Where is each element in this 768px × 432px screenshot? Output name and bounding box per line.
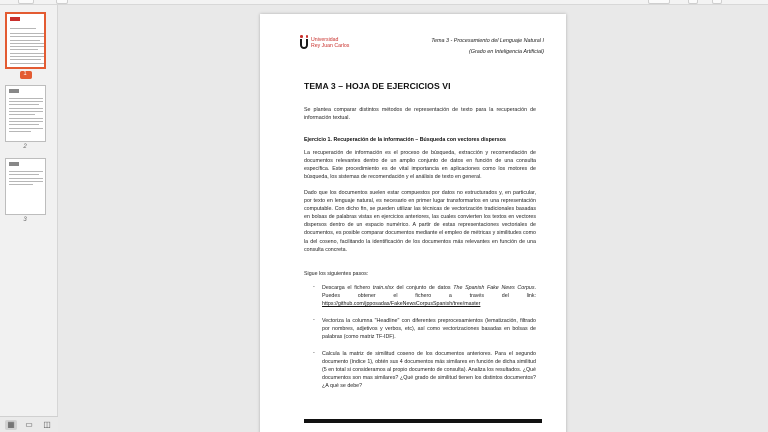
thumb-logo (9, 89, 19, 93)
thumb-label-2: 2 (23, 144, 27, 150)
step-3-text: Calcula la matriz de similitud coseno de los documentos anteriores. Para el segundo documento (índice 1), obtén sus 4 documentos más similares en función de dicha similitud (5 en total si consideramos al propio documento de consulta). Analiza los resultados. ¿Qué documentos son mas similares? ¿Qué grado de similitud tienen los distintos documentos? ¿A qué se debe? (322, 351, 536, 390)
thumbnail-sidebar (0, 5, 58, 432)
exercise-1-title: Ejercicio 1. Recuperación de la información – Búsqueda con vectores dispersos (304, 137, 506, 143)
dataset-link[interactable]: https://github.com/jpposadas/FakeNewsCorpusSpanish/tree/master (322, 301, 481, 308)
toolbar-button-right-3[interactable] (712, 0, 722, 4)
step-1-text-b: del conjunto de datos (393, 285, 454, 291)
header-course-title: Tema 3 - Procesamiento del Lenguaje Natural I (431, 38, 544, 44)
steps-intro: Sigue los siguientes pasos: (304, 271, 369, 277)
step-1-text-a: Descarga el fichero (322, 285, 373, 291)
document-viewport[interactable] (59, 5, 768, 432)
document-title: TEMA 3 – HOJA DE EJERCICIOS VI (304, 81, 451, 91)
step-1-filename: train.xlsx (372, 285, 394, 291)
urjc-logo-icon (300, 35, 308, 49)
toolbar-button-left[interactable] (18, 0, 34, 4)
thumb-logo (9, 162, 19, 166)
toolbar-button-right[interactable] (648, 0, 670, 4)
page-thumbnail-3[interactable] (5, 158, 46, 215)
toolbar-button-left-2[interactable] (56, 0, 68, 4)
thumb-label-3: 3 (23, 217, 27, 223)
logo-line-1: Universidad (311, 37, 339, 43)
document-page: Tema 3 - Procesamiento del Lenguaje Natural I (Grado en Inteligencia Artificial) Universidad Rey Juan Carlos TEMA 3 – HOJA DE EJERCICIOS VI Se plantea comparar distintos métodos de representación de texto para la recuperación de información textual. Ejercicio 1. Recuperación de la información – Búsqueda con vectores dispersos La recuperación de información es el proceso de búsqueda, extracción y recomendación de documentos relevantes dentro de un amplio conjunto de datos en función de una consulta específica. Este procedimiento es de vital importancia en aplicaciones como los motores de búsqueda, los sistemas de recomendación y el análisis de texto en general. Dado que los documentos suelen estar compuestos por datos no estructurados y, en particular, por texto en lenguaje natural, es necesario en primer lugar transformarlos en una representación computable. Con dicho fin, se pueden utilizar las técnicas de vectorización tradicionales basadas en bolsas de palabras vistas en ejercicios anteriores, las cuales convierten los textos en vectores dispersos dentro de un espacio numérico. A partir de estas representaciones vectoriales de documentos, es posible comparar documentos mediante el empleo de métricas y similitudes como la del coseno, facilitando la identificación de los documentos más relevantes en función de una consulta concreta. Sigue los siguientes pasos: - Descarga el fichero train.xlsx del conjunto de datos The Spanish Fake News Corpus. Puedes obtener el fichero a través del link: https://github.com/jpposadas/FakeNewsCorpusSpanish/tree/master - Vectoriza la columna "Headline" con diferentes preprocesamientos (lematización, filtrado por nombres, adjetivos y verbos, etc), así como vectorizaciones basadas en bolsas de palabras (como matriz TF-IDF). - Calcula la matriz de similitud coseno de los documentos anteriores. Para el segundo documento (índice 1), obtén sus 4 documentos más similares en función de dicha similitud (5 en total si consideramos al propio documento de consulta). Analiza los resultados. ¿Qué documentos son mas similares? ¿Qué grado de similitud tienen los distintos documentos? ¿A qué se debe? (260, 14, 566, 432)
page-thumbnail-1[interactable] (5, 12, 46, 69)
page-header (431, 36, 544, 58)
exercise-1-paragraph-2: Dado que los documentos suelen estar compuestos por datos no estructurados y, en particular, por texto en lenguaje natural, es necesario en primer lugar transformarlos en una representación computable. Con dicho fin, se pueden utilizar las técnicas de vectorización tradicionales basadas en bolsas de palabras vistas en ejercicios anteriores, las cuales convierten los textos en vectores dispersos dentro de un espacio numérico. A partir de estas representaciones vectoriales de documentos, es posible comparar documentos mediante el empleo de métricas y similitudes como la del coseno, facilitando la identificación de los documentos más relevantes en función de una consulta concreta. (304, 190, 536, 253)
thumb-label-1: 1 (23, 71, 27, 77)
page-thumbnail-2[interactable] (5, 85, 46, 142)
exercise-1-paragraph-1: La recuperación de información es el proceso de búsqueda, extracción y recomendación de documentos relevantes dentro de un amplio conjunto de datos en función de una consulta específica. Este procedimiento es de vital importancia en aplicaciones como los motores de búsqueda, los sistemas de recomendación y el análisis de texto en general. (304, 150, 536, 181)
header-degree: (Grado en Inteligencia Artificial) (468, 49, 544, 55)
thumb-logo (10, 17, 20, 21)
two-page-icon[interactable]: ◫ (43, 420, 51, 429)
step-1-corpus: The Spanish Fake News Corpus (453, 285, 535, 291)
logo-line-2: Rey Juan Carlos (311, 43, 350, 49)
grid-view-icon[interactable]: ▦ (5, 420, 17, 430)
intro-paragraph: Se plantea comparar distintos métodos de representación de texto para la recuperación de información textual. (304, 107, 536, 122)
single-page-icon[interactable]: ▭ (25, 420, 33, 429)
step-2-text: Vectoriza la columna "Headline" con diferentes preprocesamientos (lematización, filtrado por nombres, adjetivos y verbos, etc), así como vectorizaciones basadas en bolsas de palabras (como matriz TF-IDF). (322, 318, 536, 341)
step-1-text-c: . Puedes obtener el fichero a través del link: (322, 285, 536, 300)
toolbar-button-right-2[interactable] (688, 0, 698, 4)
page-footer-bar (304, 419, 542, 423)
view-mode-bar (0, 416, 58, 432)
